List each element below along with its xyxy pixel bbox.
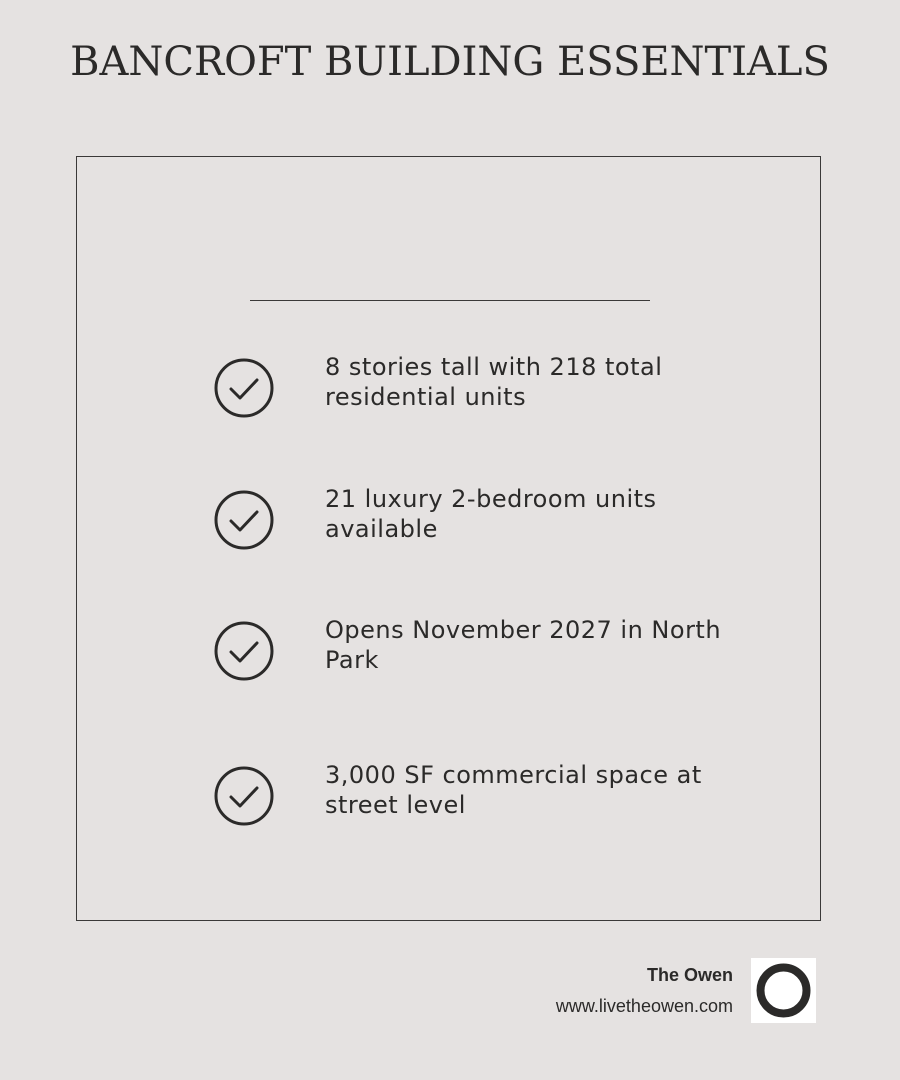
page-title: BANCROFT BUILDING ESSENTIALS [70, 39, 830, 85]
check-circle-icon [212, 619, 276, 683]
feature-text: 21 luxury 2-bedroom units available [325, 485, 657, 543]
check-circle-icon [212, 488, 276, 552]
brand-name: The Owen [646, 965, 733, 985]
divider [250, 300, 650, 301]
feature-text: 3,000 SF commercial space at street level [325, 761, 702, 819]
feature-text: 8 stories tall with 218 total residential units [325, 353, 663, 411]
brand-url[interactable]: www.livetheowen.com [555, 996, 733, 1016]
feature-text: Opens November 2027 in North Park [325, 616, 722, 674]
feature-item [212, 761, 732, 828]
ring-logo [751, 958, 816, 1023]
feature-item [212, 485, 732, 552]
check-circle-icon [212, 356, 276, 420]
check-circle-icon [212, 764, 276, 828]
feature-item [212, 616, 732, 683]
ring-logo-icon [751, 958, 816, 1023]
feature-item [212, 353, 732, 420]
